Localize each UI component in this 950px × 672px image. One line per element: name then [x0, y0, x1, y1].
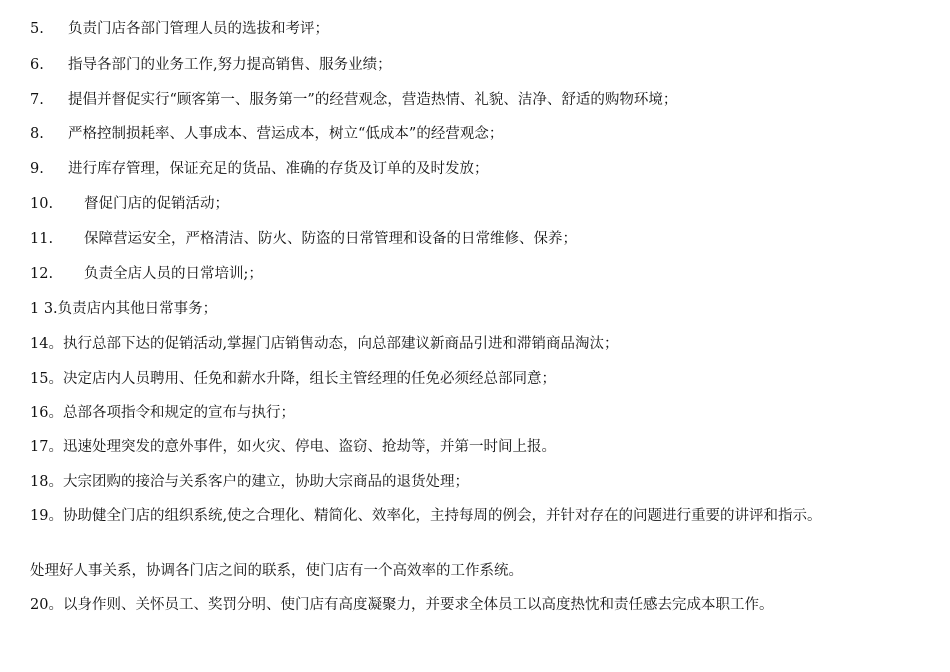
item-text: 负责门店各部门管理人员的选拔和考评； [68, 21, 329, 37]
item-number: 10. [30, 196, 54, 212]
list-item [30, 19, 329, 39]
list-item [30, 595, 773, 615]
item-text: 18。大宗团购的接洽与关系客户的建立，协助大宗商品的退货处理； [30, 474, 469, 490]
item-text: 负责全店人员的日常培训;； [84, 266, 263, 282]
item-number: 9. [30, 161, 44, 177]
item-number: 8. [30, 126, 44, 142]
item-text: 17。迅速处理突发的意外事件，如火灾、停电、盗窃、抢劫等，并第一时间上报。 [30, 439, 556, 455]
item-text: 指导各部门的业务工作,努力提高销售、服务业绩； [68, 57, 392, 73]
list-item [30, 55, 392, 75]
list-item [30, 159, 489, 179]
item-text: 严格控制损耗率、人事成本、营运成本，树立“低成本”的经营观念； [68, 126, 504, 142]
list-item [30, 437, 556, 457]
item-text: 督促门店的促销活动； [84, 196, 229, 212]
list-item [30, 334, 619, 354]
paragraph-text: 处理好人事关系，协调各门店之间的联系，使门店有一个高效率的工作系统。 [30, 563, 523, 579]
list-item [30, 90, 677, 110]
list-item [30, 507, 910, 525]
list-item [30, 472, 469, 492]
item-number: 6. [30, 57, 44, 73]
item-number: 7. [30, 92, 44, 108]
item-text: 1 3.负责店内其他日常事务； [30, 301, 218, 317]
list-item [30, 264, 263, 284]
item-text: 提倡并督促实行“顾客第一、服务第一”的经营观念，营造热情、礼貌、洁净、舒适的购物环境； [68, 92, 678, 108]
item-text: 19。协助健全门店的组织系统,使之合理化、精简化、效率化，主持每周的例会，并针对存在的问题进行重要的讲评和指示。 [30, 508, 822, 524]
item-text: 14。执行总部下达的促销活动,掌握门店销售动态，向总部建议新商品引进和滞销商品淘汰； [30, 336, 619, 352]
paragraph [30, 561, 523, 581]
item-number: 5. [30, 21, 44, 37]
item-text: 15。决定店内人员聘用、任免和薪水升降，组长主管经理的任免必须经总部同意； [30, 371, 556, 387]
item-number: 11. [30, 231, 54, 247]
item-text: 20。以身作则、关怀员工、奖罚分明、使门店有高度凝聚力，并要求全体员工以高度热忱和责任感去完成本职工作。 [30, 597, 774, 613]
list-item [30, 299, 217, 319]
list-item [30, 369, 556, 389]
list-item [30, 403, 295, 423]
list-item [30, 124, 503, 144]
item-text: 保障营运安全，严格清洁、防火、防盗的日常管理和设备的日常维修、保养； [84, 231, 577, 247]
item-text: 16。总部各项指令和规定的宣布与执行； [30, 405, 295, 421]
item-text: 进行库存管理，保证充足的货品、准确的存货及订单的及时发放； [68, 161, 489, 177]
list-item [30, 229, 577, 249]
item-number: 12. [30, 266, 54, 282]
list-item [30, 194, 229, 214]
